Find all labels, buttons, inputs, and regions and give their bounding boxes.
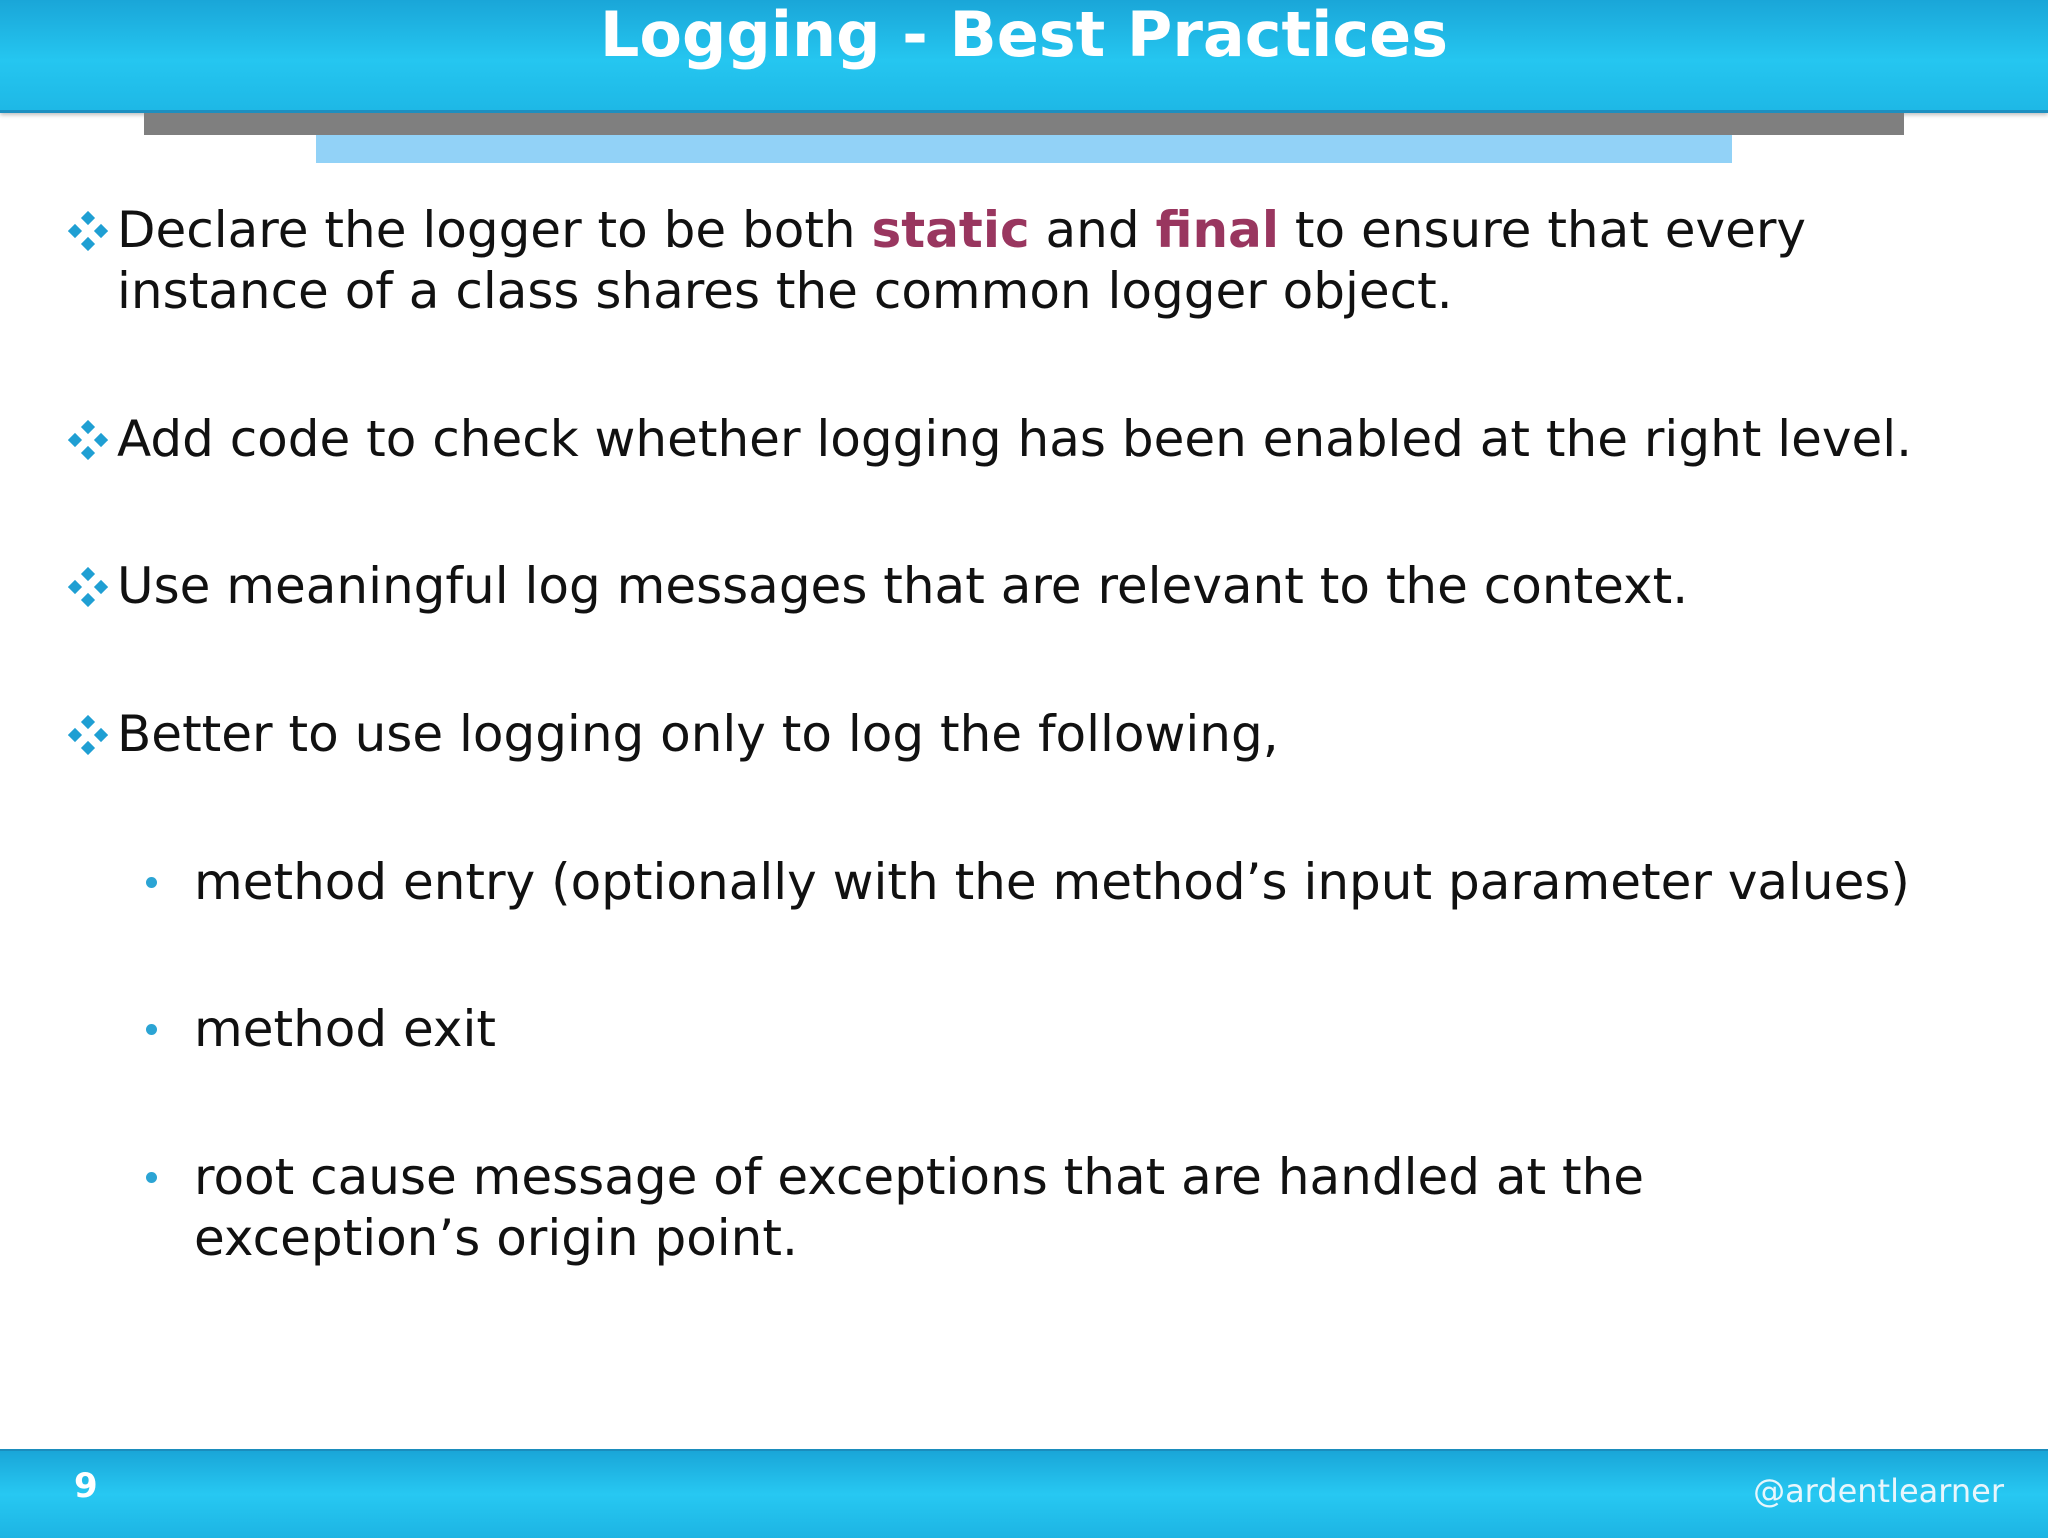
page-number: 9 bbox=[74, 1466, 98, 1506]
bullet-2: Add code to check whether logging has been enabled at the right level. bbox=[117, 410, 1913, 468]
sub-bullet-3-line-1: root cause message of exceptions that are handled at the bbox=[194, 1148, 1645, 1206]
keyword-static: static bbox=[871, 201, 1030, 259]
dot-bullet-icon bbox=[146, 877, 157, 888]
sub-bullet-3-line-2: exception’s origin point. bbox=[194, 1209, 798, 1267]
bullet-1-text-c: to ensure that every bbox=[1279, 201, 1807, 259]
four-diamond-bullet-icon bbox=[68, 715, 108, 755]
slide-footer bbox=[0, 1449, 2048, 1538]
sub-bullet-1: method entry (optionally with the method’s input parameter values) bbox=[194, 853, 1910, 911]
header-gray-bar bbox=[144, 113, 1904, 135]
author-handle: @ardentlearner bbox=[1753, 1472, 2004, 1510]
dot-bullet-icon bbox=[146, 1024, 157, 1035]
four-diamond-bullet-icon bbox=[68, 567, 108, 607]
four-diamond-bullet-icon bbox=[68, 211, 108, 251]
bullet-3: Use meaningful log messages that are relevant to the context. bbox=[117, 557, 1689, 615]
four-diamond-bullet-icon bbox=[68, 420, 108, 460]
slide-header bbox=[0, 0, 2048, 113]
bullet-1-line-1 bbox=[117, 200, 1806, 261]
keyword-final: final bbox=[1155, 201, 1280, 259]
sub-bullet-2: method exit bbox=[194, 1000, 496, 1058]
header-blue-bar bbox=[316, 135, 1732, 163]
bullet-1-text-a: Declare the logger to be both bbox=[117, 201, 872, 259]
bullet-1-line-2: instance of a class shares the common logger object. bbox=[117, 262, 1453, 320]
bullet-1-text-b: and bbox=[1029, 201, 1156, 259]
slide-title: Logging - Best Practices bbox=[599, 0, 1449, 71]
dot-bullet-icon bbox=[146, 1172, 157, 1183]
bullet-4: Better to use logging only to log the following, bbox=[117, 705, 1279, 763]
